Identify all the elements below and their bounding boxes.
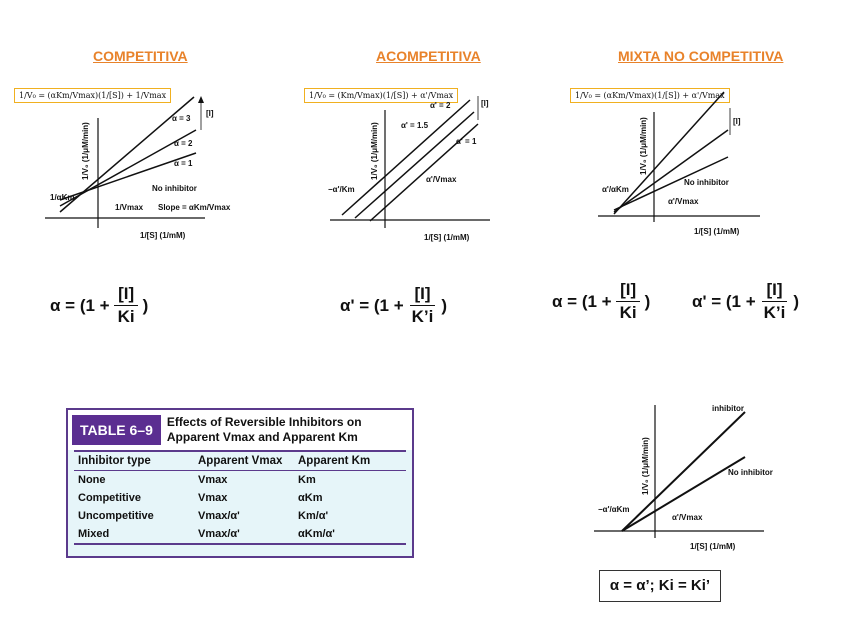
x-intercept-label: −α'/αKm (598, 505, 630, 514)
formula-prefix: α = (1 + (552, 291, 612, 311)
table-cell: Vmax (198, 474, 228, 486)
y-intercept-label: 1/Vmax (115, 203, 144, 212)
equality-box: α = α’; Ki = Ki’ (599, 570, 721, 602)
equation-box-competitive: 1/V₀ = (αKm/Vmax)(1/[S]) + 1/Vmax (14, 88, 171, 103)
line-alpha-prime-2 (342, 100, 470, 215)
fraction-numerator: [I] (762, 279, 786, 302)
line-label-alpha-prime-1: α' = 1 (456, 137, 477, 146)
fraction-numerator: [I] (616, 279, 640, 302)
formula-suffix: ) (441, 295, 448, 315)
fraction (760, 279, 790, 324)
line-label-alpha-2: α = 2 (174, 139, 193, 148)
table-cell: αKm/α' (298, 528, 335, 540)
column-header: Apparent Vmax (198, 455, 283, 467)
fraction (408, 283, 438, 328)
no-inhibitor-label: No inhibitor (728, 468, 773, 477)
table-column-headers (68, 452, 412, 470)
y-intercept-label: α'/Vmax (672, 513, 703, 522)
line-label-alpha-prime-2: α' = 2 (430, 101, 451, 110)
arrow-label: [I] (481, 99, 489, 108)
x-axis-label: 1/[S] (1/mM) (424, 233, 470, 242)
fraction-numerator: [I] (410, 283, 434, 306)
table-cell: Vmax/α' (198, 528, 240, 540)
table-row (68, 507, 412, 525)
equation-box-uncompetitive: 1/V₀ = (Km/Vmax)(1/[S]) + α'/Vmax (304, 88, 458, 103)
table-caption-line2: Apparent Vmax and Apparent Km (166, 430, 358, 444)
table-divider (74, 543, 406, 545)
line-label-alpha-3: α = 3 (172, 114, 191, 123)
formula-prefix: α' = (1 + (692, 291, 756, 311)
fraction-denominator: K’i (411, 307, 434, 326)
table-cell: None (78, 474, 106, 486)
x-axis-label: 1/[S] (1/mM) (690, 542, 736, 551)
y-axis-label: 1/V₀ (1/μM/min) (370, 122, 379, 180)
formula-suffix: ) (644, 291, 651, 311)
table-badge: TABLE 6–9 (72, 415, 161, 445)
formula-alpha-mixed (552, 279, 650, 324)
x-intercept-label: α'/αKm (602, 185, 629, 194)
table-cell: Km (298, 474, 316, 486)
title-uncompetitive: ACOMPETITIVA (376, 48, 481, 64)
column-header: Apparent Km (298, 455, 371, 467)
x-intercept-label: 1/αKm (50, 193, 75, 202)
line-inhibitor-high (614, 92, 724, 214)
formula-alpha-competitive (50, 283, 148, 328)
table-caption (167, 415, 362, 445)
graph-competitive (45, 96, 231, 240)
x-axis-label: 1/[S] (1/mM) (140, 231, 186, 240)
no-inhibitor-label: No inhibitor (684, 178, 729, 187)
fraction-denominator: Ki (619, 303, 637, 322)
y-intercept-label: α'/Vmax (426, 175, 457, 184)
formula-prefix: α = (1 + (50, 295, 110, 315)
fraction-numerator: [I] (114, 283, 138, 306)
fraction-denominator: Ki (117, 307, 135, 326)
table-cell: αKm (298, 492, 323, 504)
graph-mixed (598, 92, 760, 236)
line-label-alpha-prime-1-5: α' = 1.5 (401, 121, 429, 130)
formula-alpha-prime-uncompetitive (340, 283, 447, 328)
graph-uncompetitive (328, 96, 490, 242)
formula-alpha-prime-mixed (692, 279, 799, 324)
table-6-9 (66, 408, 414, 558)
fraction-denominator: K’i (763, 303, 786, 322)
graph-mixed-special (594, 404, 773, 551)
fraction (616, 279, 641, 324)
y-axis-label: 1/V₀ (1/μM/min) (641, 437, 650, 495)
table-caption-line1: Effects of Reversible Inhibitors on (166, 415, 362, 429)
table-cell: Vmax/α' (198, 510, 240, 522)
title-mixed: MIXTA NO COMPETITIVA (618, 48, 784, 64)
y-axis-label: 1/V₀ (1/μM/min) (81, 122, 90, 180)
formula-suffix: ) (142, 295, 149, 315)
formula-prefix: α' = (1 + (340, 295, 404, 315)
arrow-label: [I] (206, 109, 214, 118)
slope-label: Slope = αKm/Vmax (158, 203, 231, 212)
arrow-label: [I] (733, 117, 741, 126)
y-axis-label: 1/V₀ (1/μM/min) (639, 117, 648, 175)
table-cell: Km/α' (298, 510, 329, 522)
no-inhibitor-label: No inhibitor (152, 184, 197, 193)
fraction (114, 283, 139, 328)
table-cell: Vmax (198, 492, 228, 504)
formula-suffix: ) (793, 291, 800, 311)
equation-box-mixed: 1/V₀ = (αKm/Vmax)(1/[S]) + α'/Vmax (570, 88, 730, 103)
table-row (68, 489, 412, 507)
y-intercept-label: α'/Vmax (668, 197, 699, 206)
x-axis-label: 1/[S] (1/mM) (694, 227, 740, 236)
x-intercept-label: −α'/Km (328, 185, 355, 194)
table-row (68, 471, 412, 489)
table-cell: Uncompetitive (78, 510, 154, 522)
table-header (68, 410, 412, 450)
table-cell: Mixed (78, 528, 110, 540)
column-header: Inhibitor type (78, 455, 151, 467)
table-row (68, 525, 412, 543)
title-competitive: COMPETITIVA (93, 48, 188, 64)
inhibitor-label: inhibitor (712, 404, 744, 413)
line-label-alpha-1: α = 1 (174, 159, 193, 168)
table-cell: Competitive (78, 492, 141, 504)
